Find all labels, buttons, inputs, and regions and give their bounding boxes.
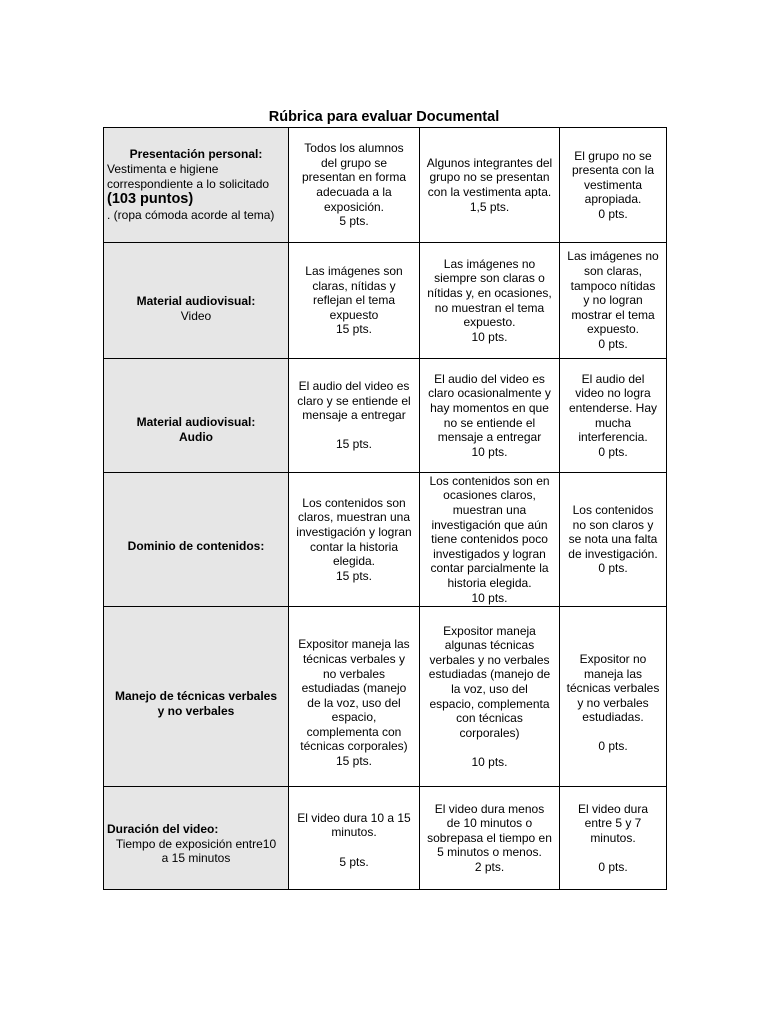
level-cell-insuficiente: Los contenidos no son claros y se nota una falta de investigación. 0 pts. [560,473,667,607]
criterion-title: Dominio de contenidos: [127,539,265,554]
criterion-sub: Tiempo de exposición entre10 a 15 minutos [115,836,277,866]
criterion-title: Material audiovisual: Audio [136,414,256,444]
level-cell-insuficiente: El grupo no se presenta con la vestimenta apropiada. 0 pts. [560,128,667,243]
level-cell-excelente: El video dura 10 a 15 minutos. 5 pts. [289,787,420,890]
level-cell-regular: Algunos integrantes del grupo no se presentan con la vestimenta apta. 1,5 pts. [420,128,560,243]
criterion-cell [104,473,289,607]
criterion-cell [104,787,289,890]
level-cell-insuficiente: El audio del video no logra entenderse. Hay mucha interferencia. 0 pts. [560,359,667,473]
criterion-line: Vestimenta e higiene [107,161,219,176]
level-cell-excelente: El audio del video es claro y se entiende el mensaje a entregar 15 pts. [289,359,420,473]
level-cell-excelente: Expositor maneja las técnicas verbales y no verbales estudiadas (manejo de la voz, uso del espacio, complementa con técnicas corporales) 15 pts. [289,607,420,787]
rubric-row-presentacion [104,128,667,243]
rubric-row-tecnicas [104,607,667,787]
criterion-cell [104,359,289,473]
level-cell-regular: El video dura menos de 10 minutos o sobrepasa el tiempo en 5 minutos o menos. 2 pts. [420,787,560,890]
criterion-note: . (ropa cómoda acorde al tema) [107,208,275,223]
rubric-row-duracion [104,787,667,890]
level-cell-insuficiente: Las imágenes no son claras, tampoco nítidas y no logran mostrar el tema expuesto. 0 pts. [560,243,667,359]
document-title: Rúbrica para evaluar Documental [268,109,500,125]
rubric-table [103,127,667,890]
level-cell-insuficiente: Expositor no maneja las técnicas verbales y no verbales estudiadas. 0 pts. [560,607,667,787]
criterion-cell [104,128,289,243]
criterion-line: correspondiente a lo solicitado [107,176,270,191]
rubric-row-contenidos [104,473,667,607]
level-cell-excelente: Todos los alumnos del grupo se presentan en forma adecuada a la exposición. 5 pts. [289,128,420,243]
criterion-sub: Video [180,308,212,323]
criterion-title: Material audiovisual: [136,293,256,308]
rubric-row-audio [104,359,667,473]
level-cell-excelente: Los contenidos son claros, muestran una investigación y logran contar la historia elegida. 15 pts. [289,473,420,607]
level-cell-regular: Expositor maneja algunas técnicas verbales y no verbales estudiadas (manejo de la voz, uso del espacio, complementa con técnicas corporales) 10 pts. [420,607,560,787]
criterion-title: Manejo de técnicas verbales y no verbales [114,688,278,718]
level-cell-regular: Las imágenes no siempre son claras o nítidas y, en ocasiones, no muestran el tema expuesto. 10 pts. [420,243,560,359]
criterion-points: (103 puntos) [107,191,194,208]
level-cell-insuficiente: El video dura entre 5 y 7 minutos. 0 pts. [560,787,667,890]
level-cell-regular: Los contenidos son en ocasiones claros, muestran una investigación que aún tiene contenidos poco investigados y logran contar parcialmente la historia elegida. 10 pts. [420,473,560,607]
rubric-row-video [104,243,667,359]
criterion-title: Duración del video: [107,822,219,837]
level-cell-excelente: Las imágenes son claras, nítidas y reflejan el tema expuesto 15 pts. [289,243,420,359]
criterion-cell [104,607,289,787]
level-cell-regular: El audio del video es claro ocasionalmente y hay momentos en que no se entiende el mensaje a entregar 10 pts. [420,359,560,473]
criterion-title: Presentación personal: [129,147,263,162]
criterion-cell [104,243,289,359]
